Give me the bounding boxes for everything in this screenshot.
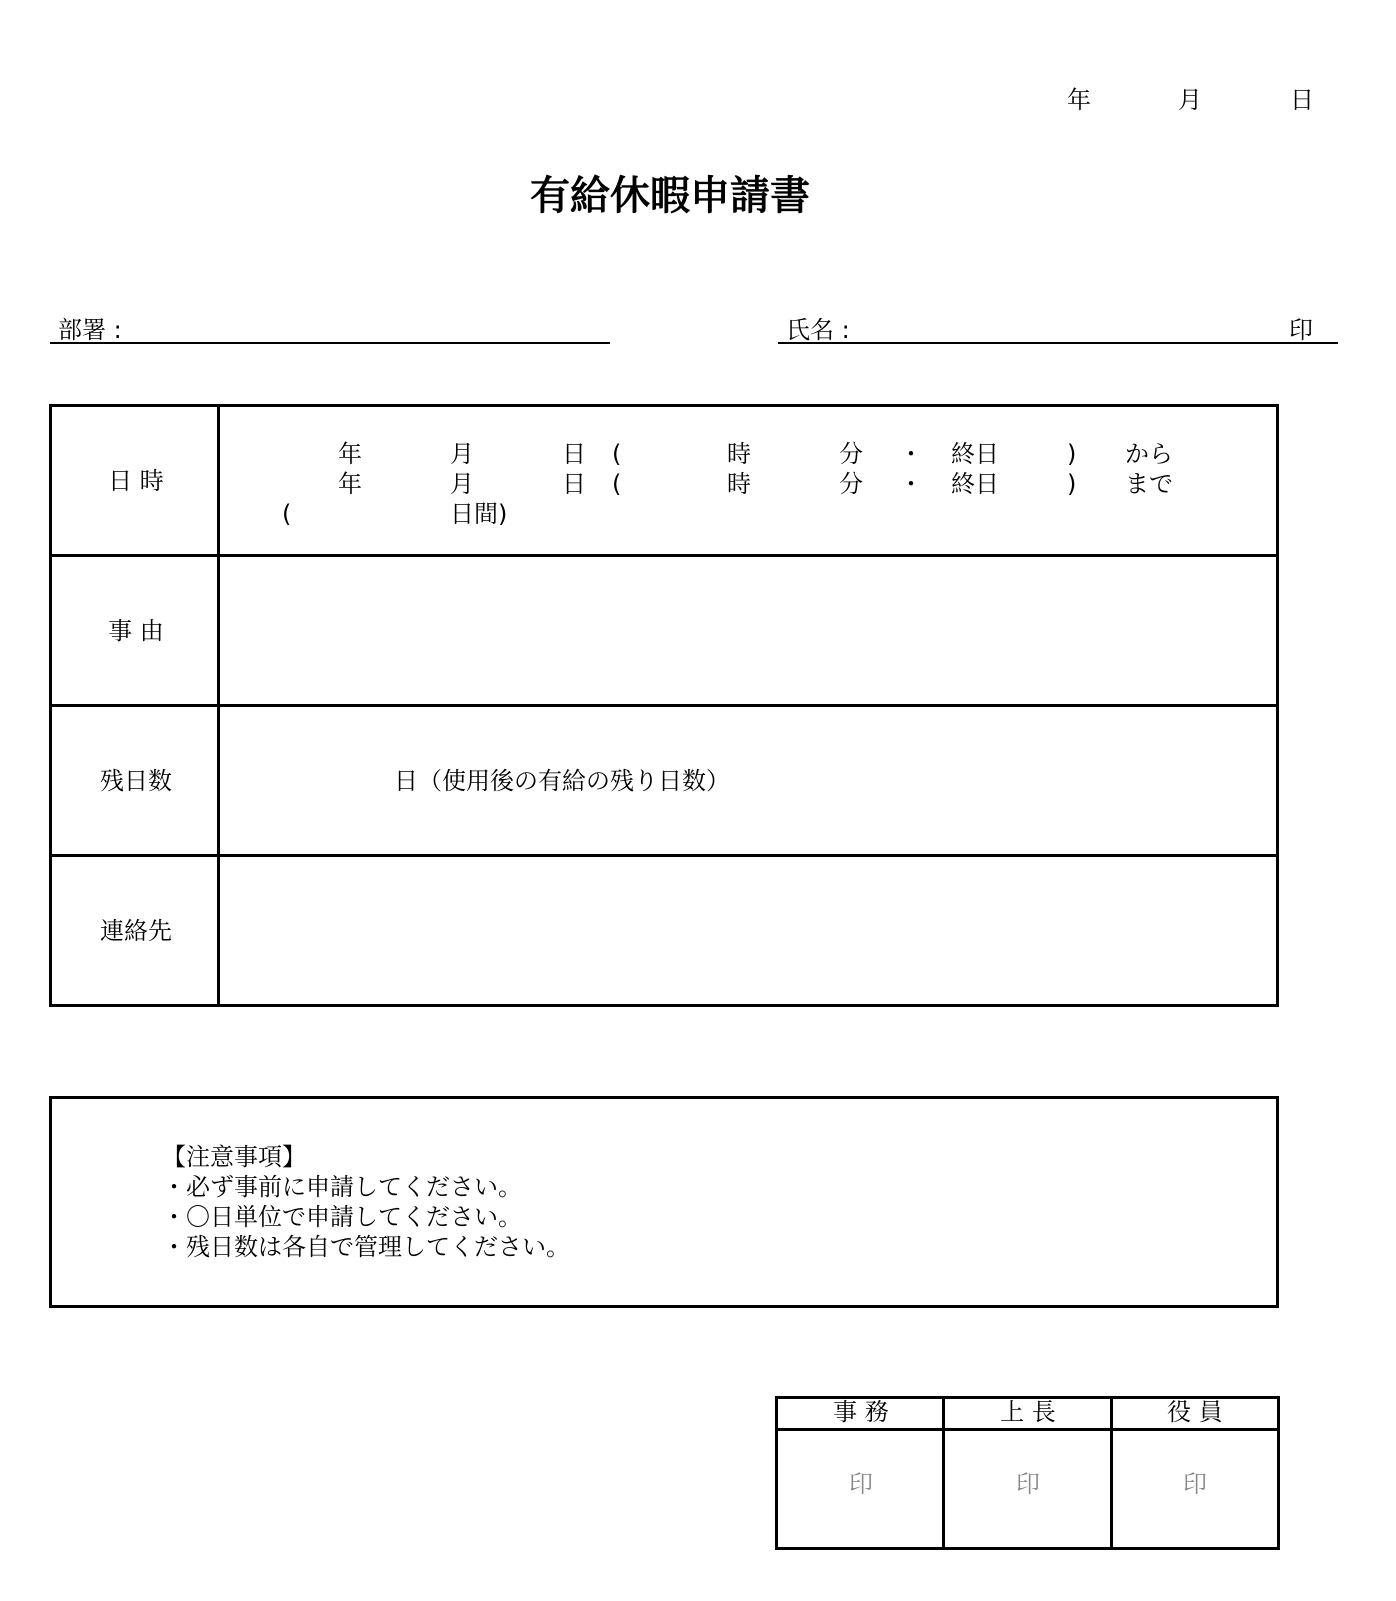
from-paren-open: (: [612, 440, 622, 468]
until-day: 日: [562, 470, 586, 498]
approval-header-manager: 上 長: [1000, 1398, 1056, 1426]
page-title: 有給休暇申請書: [530, 173, 810, 219]
approval-header-office: 事 務: [833, 1398, 889, 1426]
until-year: 年: [338, 470, 362, 498]
notes-box: [49, 1096, 1279, 1308]
name-field[interactable]: [778, 342, 1338, 344]
date-month-label: 月: [1178, 86, 1202, 114]
until-allday: 終日: [951, 470, 999, 498]
days-paren-open: (: [282, 500, 292, 528]
row-label-reason: 事 由: [108, 617, 164, 645]
from-minute: 分: [839, 440, 863, 468]
department-field[interactable]: [50, 342, 610, 344]
contact-field[interactable]: [220, 857, 1276, 1004]
from-dot: ・: [899, 440, 923, 468]
department-label: 部署 :: [58, 316, 122, 344]
from-day: 日: [562, 440, 586, 468]
until-month: 月: [450, 470, 474, 498]
approval-seal-manager: 印: [1016, 1470, 1040, 1498]
from-year: 年: [338, 440, 362, 468]
table-row-divider: [52, 704, 1276, 707]
note-item: ・残日数は各自で管理してください。: [162, 1233, 570, 1261]
until-hour: 時: [727, 470, 751, 498]
from-allday: 終日: [951, 440, 999, 468]
approval-header-divider: [778, 1428, 1277, 1431]
from-month: 月: [450, 440, 474, 468]
approval-seal-office: 印: [849, 1470, 873, 1498]
notes-title: 【注意事項】: [162, 1143, 306, 1171]
leave-request-table: [49, 404, 1279, 1007]
approval-seal-executive: 印: [1183, 1470, 1207, 1498]
note-item: ・〇日単位で申請してください。: [162, 1203, 522, 1231]
from-label: から: [1125, 440, 1173, 468]
reason-field[interactable]: [220, 557, 1276, 704]
until-label: まで: [1125, 470, 1173, 498]
date-year-label: 年: [1067, 86, 1091, 114]
until-paren-open: (: [612, 470, 622, 498]
row-label-remaining: 残日数: [100, 767, 172, 795]
approval-header-executive: 役 員: [1167, 1398, 1223, 1426]
from-hour: 時: [727, 440, 751, 468]
approval-table: [775, 1396, 1280, 1550]
until-minute: 分: [839, 470, 863, 498]
remaining-days-text: 日（使用後の有給の残り日数）: [394, 767, 730, 795]
name-seal-mark: 印: [1289, 316, 1313, 344]
until-paren-close: ): [1067, 470, 1077, 498]
from-paren-close: ): [1067, 440, 1077, 468]
row-label-datetime: 日 時: [108, 467, 164, 495]
note-item: ・必ず事前に申請してください。: [162, 1173, 522, 1201]
name-label: 氏名 :: [786, 316, 850, 344]
row-label-contact: 連絡先: [100, 917, 172, 945]
date-day-label: 日: [1290, 86, 1314, 114]
days-label: 日間): [450, 500, 508, 528]
until-dot: ・: [899, 470, 923, 498]
